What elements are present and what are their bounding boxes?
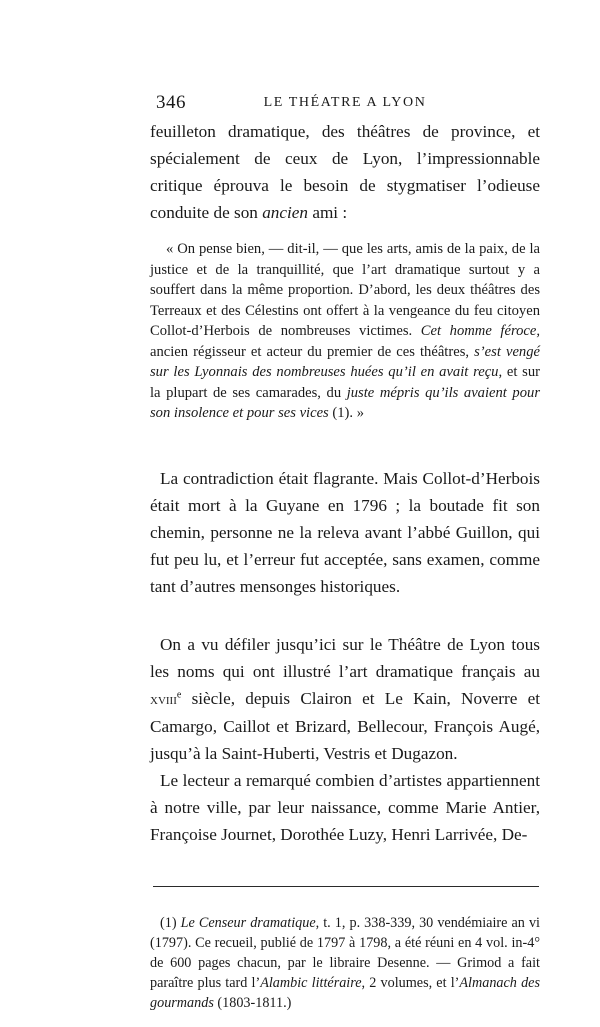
- footnote-italic-3: Almanach des gourmands: [150, 974, 540, 1011]
- paragraph-defiler: [150, 631, 540, 767]
- footnote-divider: [153, 886, 539, 887]
- footnote-italic-1: Le Censeur dramatique: [180, 914, 316, 931]
- paragraph-contradiction: La contradiction était flagrante. Mais Collot-d’Herbois était mort à la Guyane en 1796 ; la boutade fit son chemin, personne ne la releva avant l’abbé Guillon, qui fut peu lu, et l’erreur fut acceptée, sans examen, comme tant d’autres mensonges historiques.: [150, 468, 540, 596]
- defiler-text-1: On a vu défiler jusqu’ici sur le Théâtre de Lyon tous les noms qui ont illustré l’art dramatique français au: [150, 634, 540, 681]
- quote-italic-3: juste mépris qu’ils avaient pour son insolence et pour ses vices: [150, 384, 540, 421]
- footnote-italic-2: Alambic littéraire: [260, 974, 362, 991]
- opening-paragraph: [150, 118, 540, 226]
- footnote-marker: (1): [160, 914, 181, 931]
- opening-italic: ancien: [262, 203, 309, 222]
- running-title: LE THÉATRE A LYON: [263, 95, 427, 110]
- footnote-part-2: , 2 volumes, et l’: [361, 974, 460, 991]
- block-quote: [150, 239, 540, 424]
- book-page: [150, 92, 540, 1027]
- defiler-text-2: siècle, depuis Clairon et Le Kain, Noverre et Camargo, Caillot et Brizard, Bellecour, François Augé, jusqu’à la Saint-Huberti, Vestris et Dugazon.: [150, 688, 540, 763]
- opening-text: feuilleton dramatique, des théâtres de province, et spécialement de ceux de Lyon, l’impressionnable critique éprouva le besoin de stygmatiser l’odieuse conduite de son: [150, 122, 540, 222]
- quote-part-4: (1). »: [328, 405, 364, 421]
- footnote-part-1: , t. 1, p. 338-339, 30 vendémiaire an vi (1797). Ce recueil, publié de 1797 à 1798, a été réuni en 4 vol. in-4° de 600 pages chacun, par le libraire Desenne. — Grimod a fait paraître plus tard l’: [150, 914, 540, 991]
- quote-part-3: et sur la plupart de ses camarades, du: [150, 364, 540, 401]
- quote-italic-1: Cet homme féroce,: [420, 323, 540, 339]
- century-numeral: xviii: [150, 690, 177, 708]
- paragraph-lecteur: Le lecteur a remarqué combien d’artistes appartiennent à notre ville, par leur naissance, comme Marie Antier, Françoise Journet, Dorothée Luzy, Henri Larrivée, De-: [150, 770, 540, 844]
- quote-lead: [150, 241, 166, 257]
- footnote: [150, 913, 540, 1013]
- opening-text-end: ami :: [308, 203, 348, 222]
- quote-italic-2: s’est vengé sur les Lyonnais des nombreuses huées qu’il en avait reçu,: [150, 343, 540, 380]
- century-suffix: e: [176, 688, 182, 700]
- footnote-part-3: (1803-1811.): [213, 994, 292, 1011]
- running-head: [150, 92, 540, 118]
- page-number: 346: [156, 92, 186, 113]
- quote-part-1: « On pense bien, — dit-il, — que les arts, amis de la paix, de la justice et de la tranquillité, que l’art dramatique surtout y a souffert dans la même proportion. D’abord, les deux théâtres des Terreaux et des Célestins ont offert à la vengeance du feu citoyen Collot-d’Herbois de nombreuses victimes.: [150, 241, 540, 339]
- quote-part-2: ancien régisseur et acteur du premier de ces théâtres,: [150, 343, 475, 360]
